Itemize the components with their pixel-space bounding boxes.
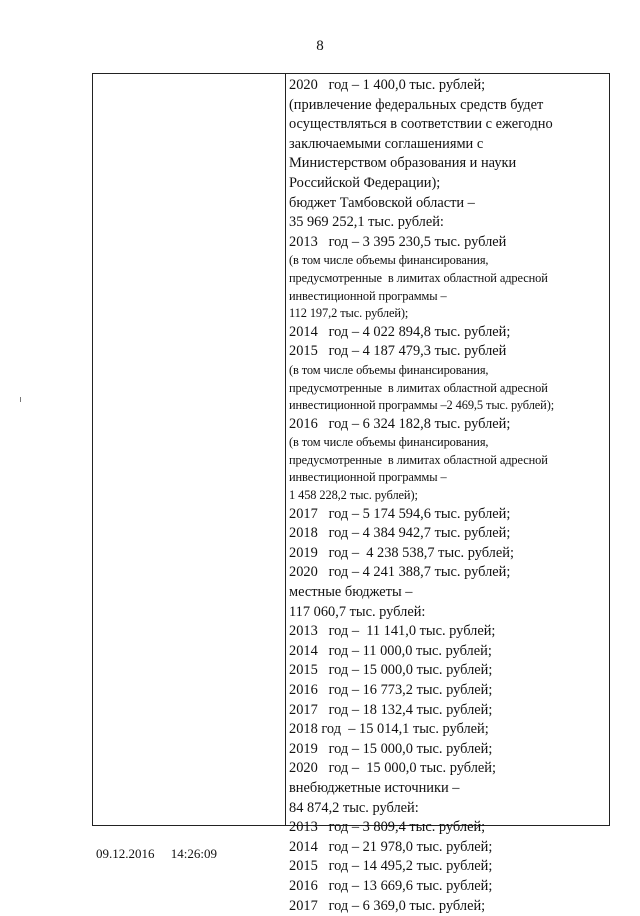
text-line: Министерством образования и науки xyxy=(289,155,517,172)
text-line: осуществляться в соответствии с ежегодно xyxy=(289,116,553,133)
text-line: бюджет Тамбовской области – xyxy=(289,194,475,211)
text-line: инвестиционной программы – xyxy=(289,288,447,303)
text-line: местные бюджеты – xyxy=(289,584,413,601)
text-line: 35 969 252,1 тыс. рублей: xyxy=(289,214,444,231)
text-line: предусмотренные в лимитах областной адресной xyxy=(289,380,548,395)
text-line: 2015 год – 15 000,0 тыс. рублей; xyxy=(289,662,493,679)
margin-mark xyxy=(20,397,21,402)
table-left-column xyxy=(93,74,286,825)
text-line: 84 874,2 тыс. рублей: xyxy=(289,799,419,816)
text-line: 2020 год – 15 000,0 тыс. рублей; xyxy=(289,760,496,777)
text-line: (в том числе объемы финансирования, xyxy=(289,435,489,450)
text-line: 2019 год – 15 000,0 тыс. рублей; xyxy=(289,740,493,757)
text-line: 2016 год – 6 324 182,8 тыс. рублей; xyxy=(289,415,511,432)
text-line: Российской Федерации); xyxy=(289,174,441,191)
page-number: 8 xyxy=(316,38,324,54)
text-line: 2013 год – 11 141,0 тыс. рублей; xyxy=(289,623,496,640)
text-line: 2015 год – 14 495,2 тыс. рублей; xyxy=(289,858,493,875)
text-line: 2018 год – 15 014,1 тыс. рублей; xyxy=(289,721,489,738)
text-line: 2017 год – 18 132,4 тыс. рублей; xyxy=(289,701,493,718)
text-line: предусмотренные в лимитах областной адресной xyxy=(289,452,548,467)
text-line: инвестиционной программы –2 469,5 тыс. рублей); xyxy=(289,398,555,413)
footer-date: 09.12.2016 xyxy=(96,846,155,861)
text-line: 1 458 228,2 тыс. рублей); xyxy=(289,488,418,503)
text-line: 2020 год – 1 400,0 тыс. рублей; xyxy=(289,77,486,93)
text-line: предусмотренные в лимитах областной адресной xyxy=(289,270,548,285)
text-line: (привлечение федеральных средств будет xyxy=(289,96,544,113)
text-line: 2016 год – 16 773,2 тыс. рублей; xyxy=(289,682,493,698)
text-line: 2014 год – 4 022 894,8 тыс. рублей; xyxy=(289,323,511,340)
footer-timestamp xyxy=(96,846,217,862)
text-line: внебюджетные источники – xyxy=(289,779,460,796)
text-line: 2016 год – 13 669,6 тыс. рублей; xyxy=(289,877,493,894)
text-line: 2014 год – 11 000,0 тыс. рублей; xyxy=(289,642,492,659)
text-line: 2018 год – 4 384 942,7 тыс. рублей; xyxy=(289,525,511,542)
text-line: 112 197,2 тыс. рублей); xyxy=(289,306,409,321)
text-line: заключаемыми соглашениями с xyxy=(289,135,484,152)
text-line: 2015 год – 4 187 479,3 тыс. рублей xyxy=(289,343,507,360)
text-line: 2019 год – 4 238 538,7 тыс. рублей; xyxy=(289,544,514,561)
table-right-column xyxy=(286,74,609,914)
text-line: 2020 год – 4 241 388,7 тыс. рублей; xyxy=(289,564,511,581)
text-line: 2017 год – 5 174 594,6 тыс. рублей; xyxy=(289,505,511,522)
footer-time: 14:26:09 xyxy=(170,846,217,861)
text-line: 2013 год – 3 395 230,5 тыс. рублей xyxy=(289,233,507,250)
text-line: 2013 год – 3 809,4 тыс. рублей; xyxy=(289,819,486,836)
text-line: 2017 год – 6 369,0 тыс. рублей; xyxy=(289,897,486,914)
text-line: 2014 год – 21 978,0 тыс. рублей; xyxy=(289,838,493,855)
text-line: (в том числе объемы финансирования, xyxy=(289,253,489,268)
text-line: инвестиционной программы – xyxy=(289,470,447,485)
text-line: 117 060,7 тыс. рублей: xyxy=(289,603,426,620)
text-line: (в том числе объемы финансирования, xyxy=(289,362,489,377)
